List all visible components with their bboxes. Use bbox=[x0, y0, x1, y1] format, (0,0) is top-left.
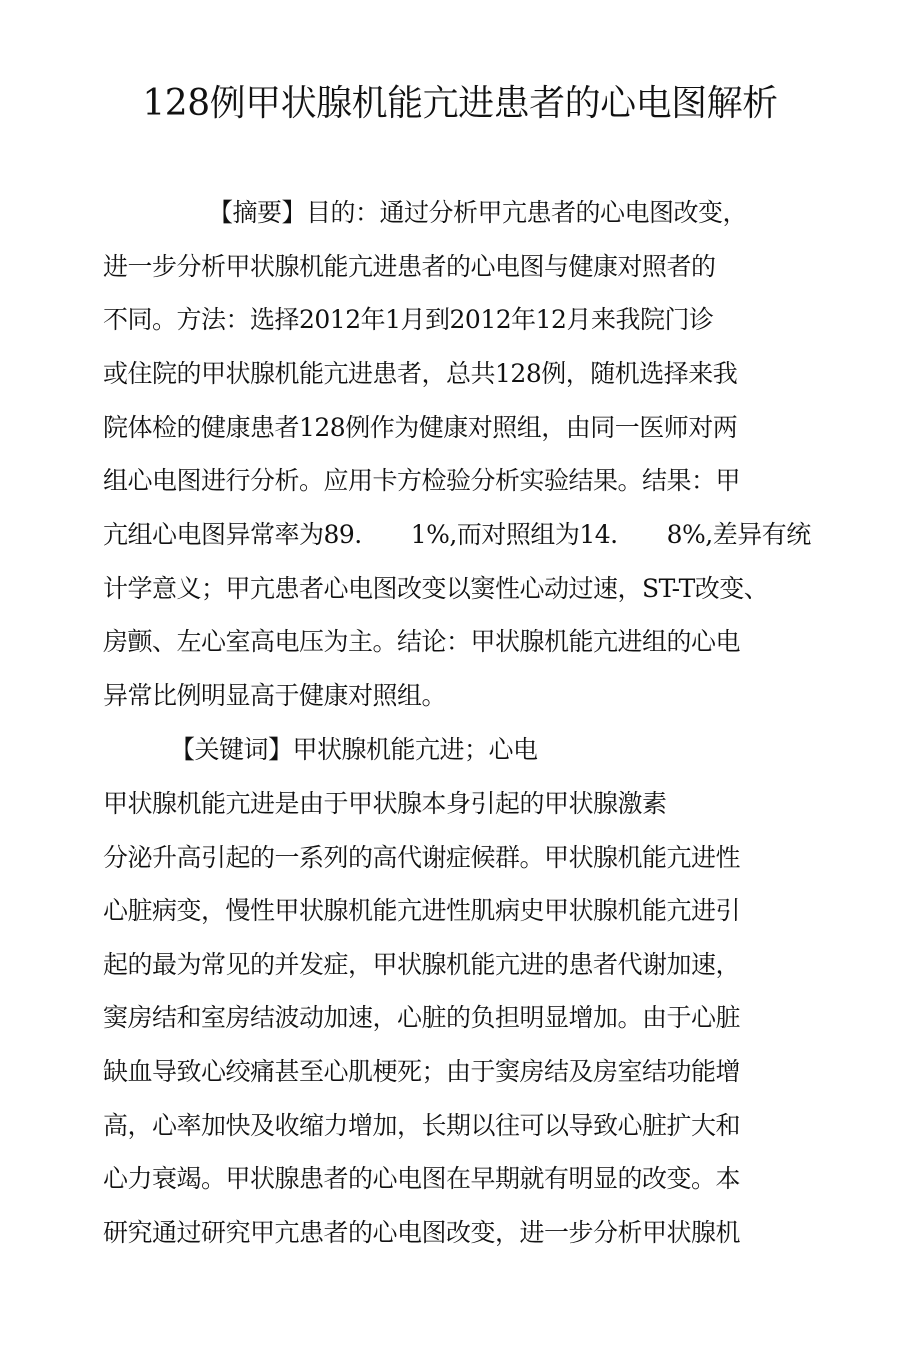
body-line: 窦房结和室房结波动加速，心脏的负担明显增加。由于心脏 bbox=[103, 1003, 741, 1032]
abstract-line: 房颤、左心室高电压为主。结论：甲状腺机能亢进组的心电 bbox=[103, 627, 741, 656]
body-line: 起的最为常见的并发症，甲状腺机能亢进的患者代谢加速， bbox=[103, 950, 741, 979]
body-line: 分泌升高引起的一系列的高代谢症候群。甲状腺机能亢进性 bbox=[103, 843, 741, 872]
abstract-line: 或住院的甲状腺机能亢进患者，总共128例，随机选择来我 bbox=[103, 359, 738, 388]
abstract-line: 计学意义；甲亢患者心电图改变以窦性心动过速，ST-T改变、 bbox=[103, 574, 769, 603]
body-line: 高，心率加快及收缩力增加，长期以往可以导致心脏扩大和 bbox=[103, 1111, 741, 1140]
body-line: 心脏病变，慢性甲状腺机能亢进性肌病史甲状腺机能亢进引 bbox=[103, 896, 741, 925]
abstract-line: 组心电图进行分析。应用卡方检验分析实验结果。结果：甲 bbox=[103, 466, 741, 495]
body-line: 甲状腺机能亢进是由于甲状腺本身引起的甲状腺激素 bbox=[103, 789, 667, 818]
abstract-line: 进一步分析甲状腺机能亢进患者的心电图与健康对照者的 bbox=[103, 252, 716, 281]
body-line: 缺血导致心绞痛甚至心肌梗死；由于窦房结及房室结功能增 bbox=[103, 1057, 741, 1086]
abstract-line: 亢组心电图异常率为89. 1%,而对照组为14. 8%,差异有统 bbox=[103, 520, 811, 549]
abstract-line: 异常比例明显高于健康对照组。 bbox=[103, 681, 447, 710]
body-line: 心力衰竭。甲状腺患者的心电图在早期就有明显的改变。本 bbox=[103, 1164, 741, 1193]
abstract-line: 院体检的健康患者128例作为健康对照组，由同一医师对两 bbox=[103, 413, 738, 442]
abstract-line: 【摘要】目的：通过分析甲亢患者的心电图改变， bbox=[208, 198, 748, 227]
document-title: 128例甲状腺机能亢进患者的心电图解析 bbox=[142, 83, 778, 124]
body-line: 研究通过研究甲亢患者的心电图改变，进一步分析甲状腺机 bbox=[103, 1218, 741, 1247]
keywords-line: 【关键词】甲状腺机能亢进；心电 bbox=[170, 735, 538, 764]
abstract-line: 不同。方法：选择2012年1月到2012年12月来我院门诊 bbox=[103, 305, 714, 334]
